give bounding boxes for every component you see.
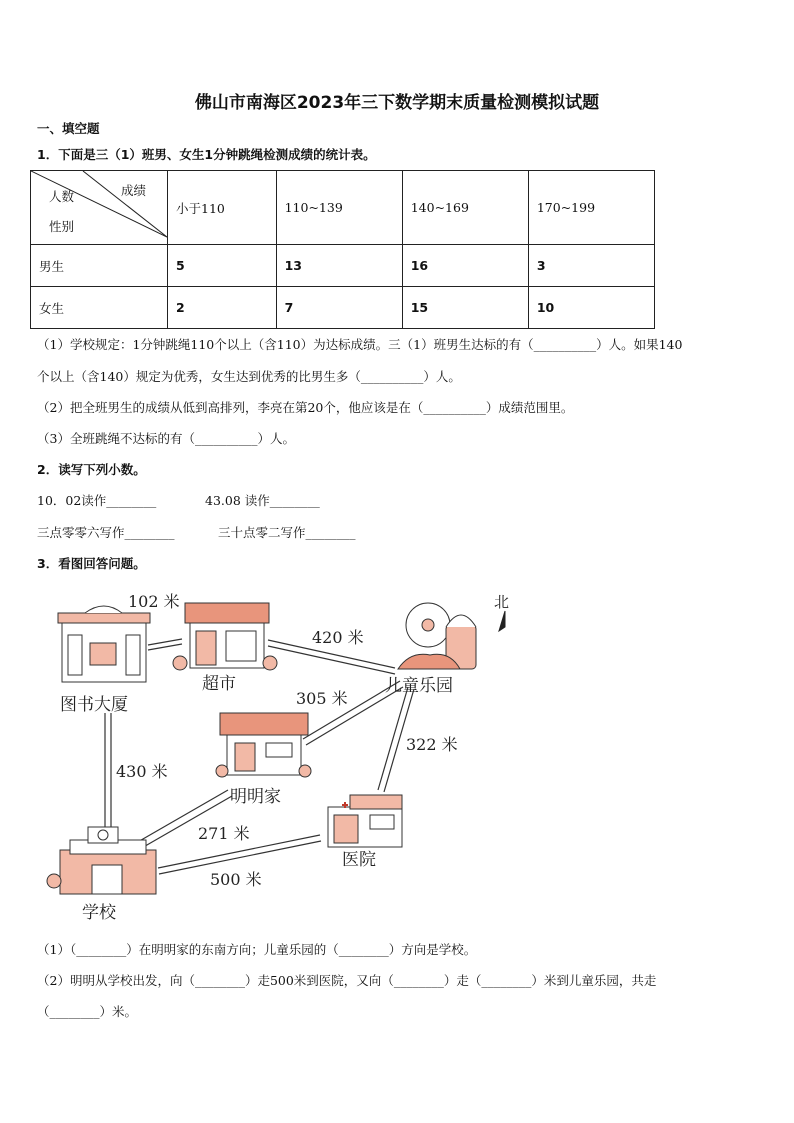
question-2-stem: 2．读写下列小数。: [37, 462, 146, 477]
route-map: [30, 585, 530, 930]
north-label: 北: [494, 593, 510, 611]
column-header: 140~169: [402, 171, 528, 245]
header-gender: 性别: [49, 219, 75, 234]
section-heading: 一、填空题: [37, 121, 100, 136]
school-building: [47, 827, 156, 894]
supermarket-building: [173, 603, 277, 670]
header-score: 成绩: [121, 183, 147, 198]
table-cell: 3: [528, 245, 654, 287]
distance-label: 271 米: [198, 824, 250, 843]
table-cell: 7: [276, 287, 402, 329]
question-1-sub2: （2）把全班男生的成绩从低到高排列，李亮在第20个，他应该是在（__________）成绩范围里。: [37, 400, 574, 415]
table-row: [31, 245, 655, 287]
question-2-a: 10．02读作________: [37, 493, 157, 508]
hospital-building: [328, 795, 402, 847]
column-header: 170~199: [528, 171, 654, 245]
table-cell: 10: [528, 287, 654, 329]
table-cell: 15: [402, 287, 528, 329]
question-1-sub3: （3）全班跳绳不达标的有（__________）人。: [37, 431, 295, 446]
question-3-stem: 3．看图回答问题。: [37, 556, 146, 571]
park-label: 儿童乐园: [385, 676, 453, 696]
question-1-stem: 1．下面是三（1）班男、女生1分钟跳绳检测成绩的统计表。: [37, 147, 376, 162]
header-count: 人数: [49, 189, 75, 204]
home-building: [216, 713, 311, 777]
diagonal-header-cell: [31, 171, 168, 245]
question-1-sub1-line2: 个以上（含140）规定为优秀，女生达到优秀的比男生多（__________）人。: [37, 369, 461, 384]
table-cell: 2: [168, 287, 277, 329]
distance-label: 420 米: [312, 628, 364, 647]
question-2-c: 三点零零六写作________: [37, 525, 175, 540]
row-label: 女生: [31, 287, 168, 329]
north-arrow-icon: [499, 611, 505, 631]
jump-rope-table: [30, 170, 655, 329]
library-label: 图书大厦: [60, 695, 128, 715]
question-3-sub1: （1）（________）在明明家的东南方向；儿童乐园的（________）方向是学校。: [37, 942, 477, 957]
park-building: [398, 603, 476, 669]
question-2-b: 43.08 读作________: [205, 493, 320, 508]
question-2-d: 三十点零二写作________: [218, 525, 356, 540]
question-3-sub2-line1: （2）明明从学校出发，向（________）走500米到医院，又向（________）走（________）米到儿童乐园，共走: [37, 973, 657, 988]
distance-label: 102 米: [128, 592, 180, 611]
home-label: 明明家: [230, 787, 281, 807]
page-title: 佛山市南海区2023年三下数学期末质量检测模拟试题: [194, 93, 600, 113]
table-row: [31, 287, 655, 329]
distance-label: 500 米: [210, 870, 262, 889]
distance-label: 322 米: [406, 735, 458, 754]
hospital-label: 医院: [342, 850, 376, 870]
column-header: 小于110: [168, 171, 277, 245]
distance-label: 305 米: [296, 689, 348, 708]
distance-label: 430 米: [116, 762, 168, 781]
question-3-sub2-line2: （________）米。: [37, 1004, 138, 1019]
column-header: 110~139: [276, 171, 402, 245]
library-building: [58, 606, 150, 682]
table-cell: 5: [168, 245, 277, 287]
table-cell: 13: [276, 245, 402, 287]
supermarket-label: 超市: [202, 674, 236, 694]
row-label: 男生: [31, 245, 168, 287]
question-1-sub1-line1: （1）学校规定：1分钟跳绳110个以上（含110）为达标成绩。三（1）班男生达标的有（__________）人。如果140: [37, 337, 683, 352]
table-cell: 16: [402, 245, 528, 287]
school-label: 学校: [82, 903, 116, 923]
